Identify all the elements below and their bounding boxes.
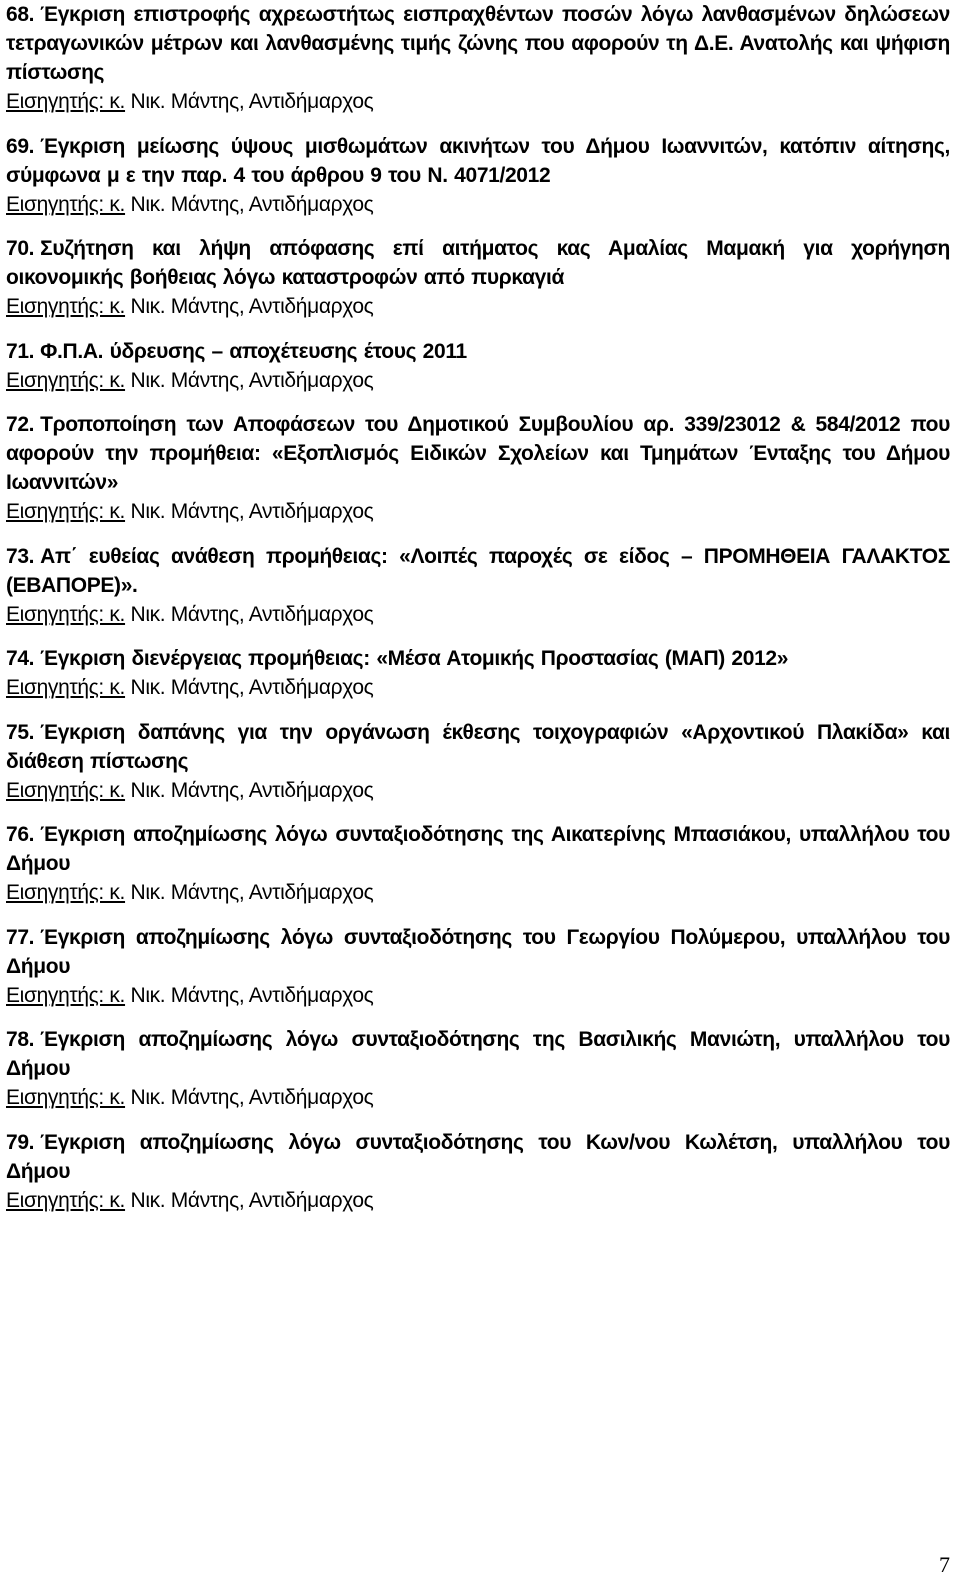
agenda-item-number: 75.	[6, 720, 35, 744]
rapporteur-name: Νικ. Μάντης, Αντιδήμαρχος	[125, 1086, 374, 1109]
agenda-item-number: 74.	[6, 647, 35, 670]
agenda-item-number: 69.	[6, 134, 35, 158]
rapporteur-line	[6, 981, 950, 1010]
agenda-item-text: Έγκριση διενέργειας προμήθειας: «Μέσα Ατομικής Προστασίας (ΜΑΠ) 2012»	[40, 647, 789, 670]
rapporteur-line	[6, 497, 950, 526]
agenda-item	[6, 234, 950, 321]
rapporteur-label: Εισηγητής: κ.	[6, 368, 126, 392]
rapporteur-name: Νικ. Μάντης, Αντιδήμαρχος	[125, 778, 374, 802]
agenda-item-title	[6, 234, 950, 292]
rapporteur-name: Νικ. Μάντης, Αντιδήμαρχος	[125, 983, 374, 1007]
rapporteur-line	[6, 1083, 950, 1112]
rapporteur-label: Εισηγητής: κ.	[6, 1086, 126, 1109]
agenda-item-title	[6, 820, 950, 878]
rapporteur-label: Εισηγητής: κ.	[6, 602, 126, 626]
agenda-item	[6, 718, 950, 805]
rapporteur-label: Εισηγητής: κ.	[6, 192, 126, 216]
rapporteur-label: Εισηγητής: κ.	[6, 983, 126, 1007]
agenda-item-text: Έγκριση αποζημίωσης λόγω συνταξιοδότησης της Βασιλικής Μανιώτη, υπαλλήλου του Δήμου	[6, 1028, 950, 1080]
rapporteur-line	[6, 673, 950, 702]
agenda-item-title	[6, 0, 950, 87]
agenda-item-number: 77.	[6, 925, 35, 949]
rapporteur-name: Νικ. Μάντης, Αντιδήμαρχος	[125, 295, 374, 318]
agenda-item-text: Έγκριση μείωσης ύψους μισθωμάτων ακινήτων του Δήμου Ιωαννιτών, κατόπιν αίτησης, σύμφωνα μ ε την παρ. 4 του άρθρου 9 του Ν. 4071/2012	[6, 134, 950, 187]
rapporteur-name: Νικ. Μάντης, Αντιδήμαρχος	[125, 500, 374, 523]
rapporteur-line	[6, 292, 950, 321]
agenda-item-title	[6, 542, 950, 600]
agenda-item-title	[6, 718, 950, 776]
agenda-item-text: Συζήτηση και λήψη απόφασης επί αιτήματος κας Αμαλίας Μαμακή για χορήγηση οικονομικής βοήθειας λόγω καταστροφών από πυρκαγιά	[6, 237, 950, 289]
agenda-item	[6, 0, 950, 116]
agenda-item-title	[6, 644, 950, 673]
rapporteur-label: Εισηγητής: κ.	[6, 500, 126, 523]
agenda-item-number: 73.	[6, 544, 35, 568]
agenda-item-number: 79.	[6, 1130, 35, 1154]
agenda-item-number: 70.	[6, 237, 35, 260]
agenda-item-number: 72.	[6, 413, 35, 436]
agenda-item	[6, 132, 950, 219]
agenda-item-number: 78.	[6, 1028, 35, 1051]
agenda-item-title	[6, 1025, 950, 1083]
rapporteur-name: Νικ. Μάντης, Αντιδήμαρχος	[125, 602, 374, 626]
agenda-item	[6, 337, 950, 395]
rapporteur-name: Νικ. Μάντης, Αντιδήμαρχος	[125, 881, 374, 904]
agenda-item-text: Έγκριση επιστροφής αχρεωστήτως εισπραχθέντων ποσών λόγω λανθασμένων δηλώσεων τετραγωνικών μέτρων και λανθασμένης τιμής ζώνης που αφορούν τη Δ.Ε. Ανατολής και ψήφιση πίστωσης	[6, 3, 950, 84]
agenda-item-text: Έγκριση δαπάνης για την οργάνωση έκθεσης τοιχογραφιών «Αρχοντικού Πλακίδα» και διάθεση πίστωσης	[6, 720, 950, 773]
rapporteur-name: Νικ. Μάντης, Αντιδήμαρχος	[125, 90, 374, 113]
agenda-item-text: Έγκριση αποζημίωσης λόγω συνταξιοδότησης της Αικατερίνης Μπασιάκου, υπαλλήλου του Δήμου	[6, 823, 950, 875]
rapporteur-label: Εισηγητής: κ.	[6, 881, 126, 904]
agenda-item-number: 76.	[6, 823, 35, 846]
rapporteur-line	[6, 366, 950, 395]
rapporteur-line	[6, 600, 950, 629]
agenda-item	[6, 1128, 950, 1215]
rapporteur-line	[6, 878, 950, 907]
agenda-item-title	[6, 1128, 950, 1186]
rapporteur-line	[6, 190, 950, 219]
rapporteur-name: Νικ. Μάντης, Αντιδήμαρχος	[125, 1188, 374, 1212]
rapporteur-label: Εισηγητής: κ.	[6, 676, 126, 699]
agenda-item-text: Απ΄ ευθείας ανάθεση προμήθειας: «Λοιπές παροχές σε είδος – ΠΡΟΜΗΘΕΙΑ ΓΑΛΑΚΤΟΣ (ΕΒΑΠΟΡΕ)».	[6, 544, 950, 597]
agenda-item-title	[6, 337, 950, 366]
agenda-item	[6, 820, 950, 907]
rapporteur-line	[6, 87, 950, 116]
agenda-item-number: 68.	[6, 3, 35, 26]
rapporteur-label: Εισηγητής: κ.	[6, 778, 126, 802]
rapporteur-name: Νικ. Μάντης, Αντιδήμαρχος	[125, 192, 374, 216]
agenda-item	[6, 1025, 950, 1112]
rapporteur-name: Νικ. Μάντης, Αντιδήμαρχος	[125, 368, 374, 392]
agenda-item-title	[6, 923, 950, 981]
agenda-item-text: Φ.Π.Α. ύδρευσης – αποχέτευσης έτους 2011	[40, 339, 467, 363]
rapporteur-name: Νικ. Μάντης, Αντιδήμαρχος	[125, 676, 374, 699]
rapporteur-label: Εισηγητής: κ.	[6, 295, 126, 318]
agenda-item	[6, 644, 950, 702]
agenda-item	[6, 923, 950, 1010]
rapporteur-line	[6, 1186, 950, 1215]
agenda-item-text: Έγκριση αποζημίωσης λόγω συνταξιοδότησης του Γεωργίου Πολύμερου, υπαλλήλου του Δήμου	[6, 925, 950, 978]
agenda-item-number: 71.	[6, 339, 35, 363]
rapporteur-label: Εισηγητής: κ.	[6, 1188, 126, 1212]
agenda-item-title	[6, 132, 950, 190]
rapporteur-label: Εισηγητής: κ.	[6, 90, 126, 113]
page-number: 7	[939, 1552, 950, 1577]
agenda-item	[6, 542, 950, 629]
agenda-item	[6, 410, 950, 526]
rapporteur-line	[6, 776, 950, 805]
agenda-item-text: Τροποποίηση των Αποφάσεων του Δημοτικού Συμβουλίου αρ. 339/23012 & 584/2012 που αφορούν την προμήθεια: «Εξοπλισμός Ειδικών Σχολείων και Τμημάτων Ένταξης του Δήμου Ιωαννιτών»	[6, 413, 950, 494]
agenda-item-text: Έγκριση αποζημίωσης λόγω συνταξιοδότησης του Κων/νου Κωλέτση, υπαλλήλου του Δήμου	[6, 1130, 950, 1183]
agenda-page	[6, 0, 950, 1230]
agenda-item-title	[6, 410, 950, 497]
